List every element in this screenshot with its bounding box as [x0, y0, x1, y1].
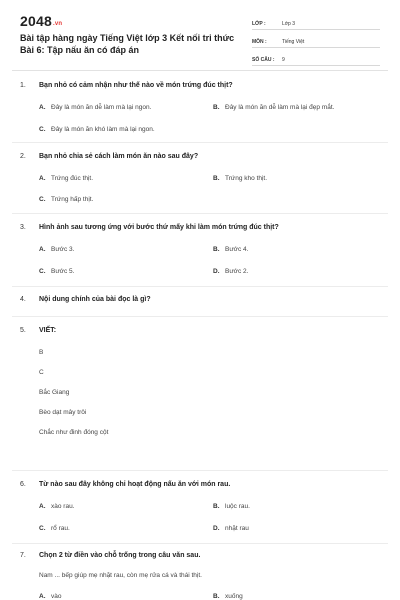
- option-text: luộc rau.: [225, 503, 250, 510]
- question-text: Chọn 2 từ điền vào chỗ trống trong câu văn sau.: [39, 552, 201, 559]
- option-letter: A.: [39, 503, 46, 510]
- question-number: 4.: [20, 296, 26, 303]
- question-text: Bạn nhỏ có cảm nhận như thế nào về món trứng đúc thịt?: [39, 82, 233, 89]
- option-c[interactable]: [39, 126, 155, 133]
- option-text: Bước 4.: [225, 246, 249, 253]
- option-c[interactable]: [39, 196, 93, 203]
- option-text: Trứng kho thịt.: [225, 175, 268, 182]
- option-b[interactable]: [213, 104, 334, 111]
- site-logo[interactable]: [20, 13, 62, 29]
- option-text: Bước 3.: [51, 246, 75, 253]
- option-letter: B.: [213, 246, 220, 253]
- option-letter: B.: [213, 104, 220, 111]
- option-text: Đây là món ăn khó làm mà lại ngon.: [51, 126, 155, 133]
- option-letter: C.: [39, 126, 46, 133]
- logo-suffix[interactable]: .vn: [52, 21, 63, 27]
- option-text: nhặt rau: [225, 525, 249, 532]
- meta-row-grade: [252, 14, 380, 30]
- worksheet-meta: [252, 14, 380, 68]
- option-text: Trứng đúc thịt.: [51, 175, 94, 182]
- question-text: Từ nào sau đây không chỉ hoạt động nấu ăn với món rau.: [39, 481, 231, 488]
- meta-value: Tiếng Việt: [282, 39, 305, 45]
- option-text: vào: [51, 593, 62, 600]
- option-text: Bước 5.: [51, 268, 75, 275]
- question-number: 1.: [20, 82, 26, 89]
- question-number: 5.: [20, 327, 26, 334]
- option-c[interactable]: [39, 525, 70, 532]
- option-letter: A.: [39, 593, 46, 600]
- option-d[interactable]: [213, 268, 248, 275]
- meta-value: 9: [282, 57, 285, 63]
- option-text: xào rau.: [51, 503, 75, 510]
- header-divider: [12, 70, 388, 71]
- question-divider: [12, 213, 388, 214]
- meta-label: SỐ CÂU :: [252, 57, 275, 63]
- option-b[interactable]: [213, 503, 250, 510]
- question-divider: [12, 286, 388, 287]
- option-text: Trứng hấp thịt.: [51, 196, 94, 203]
- question-divider: [12, 470, 388, 471]
- option-letter: C.: [39, 196, 46, 203]
- writing-line: Chắc như đinh đóng cột: [39, 429, 109, 436]
- option-letter: B.: [213, 593, 220, 600]
- option-b[interactable]: [213, 246, 248, 253]
- meta-value: Lớp 3: [282, 21, 296, 27]
- question-number: 3.: [20, 224, 26, 231]
- option-a[interactable]: [39, 593, 61, 600]
- option-letter: A.: [39, 104, 46, 111]
- option-letter: B.: [213, 175, 220, 182]
- question-number: 2.: [20, 153, 26, 160]
- writing-line: Bắc Giang: [39, 389, 70, 396]
- question-text: Nội dung chính của bài đọc là gì?: [39, 296, 151, 303]
- option-letter: D.: [213, 268, 220, 275]
- writing-line: Bèo dạt mây trôi: [39, 409, 87, 416]
- option-a[interactable]: [39, 246, 74, 253]
- question-divider: [12, 142, 388, 143]
- worksheet-title: Bài tập hàng ngày Tiếng Việt lớp 3 Kết nối tri thức Bài 6: Tập nấu ăn có đáp án: [20, 33, 235, 55]
- option-b[interactable]: [213, 593, 243, 600]
- question-divider: [12, 543, 388, 544]
- option-text: Đây là món ăn dễ làm mà lại đẹp mắt.: [225, 104, 335, 111]
- option-letter: D.: [213, 525, 220, 532]
- option-text: xuống: [225, 593, 243, 600]
- worksheet-header: [0, 0, 400, 68]
- option-b[interactable]: [213, 175, 267, 182]
- option-a[interactable]: [39, 104, 151, 111]
- question-text: Hình ảnh sau tương ứng với bước thứ mấy khi làm món trứng đúc thịt?: [39, 224, 279, 231]
- option-text: Bước 2.: [225, 268, 249, 275]
- option-c[interactable]: [39, 268, 74, 275]
- question-text: Bạn nhỏ chia sẻ cách làm món ăn nào sau đây?: [39, 153, 199, 160]
- meta-label: LỚP :: [252, 21, 266, 27]
- meta-row-subject: [252, 32, 380, 48]
- option-letter: B.: [213, 503, 220, 510]
- option-a[interactable]: [39, 503, 75, 510]
- option-text: Đây là món ăn dễ làm mà lại ngon.: [51, 104, 152, 111]
- logo-text[interactable]: 2048: [20, 13, 52, 29]
- meta-row-count: [252, 50, 380, 66]
- writing-line: B: [39, 349, 44, 356]
- option-text: rổ rau.: [51, 525, 70, 532]
- question-text: VIẾT:: [39, 327, 57, 334]
- option-letter: C.: [39, 268, 46, 275]
- option-letter: A.: [39, 175, 46, 182]
- question-number: 6.: [20, 481, 26, 488]
- meta-label: MÔN :: [252, 39, 267, 45]
- question-divider: [12, 316, 388, 317]
- writing-line: C: [39, 369, 44, 376]
- option-d[interactable]: [213, 525, 249, 532]
- option-a[interactable]: [39, 175, 93, 182]
- option-letter: C.: [39, 525, 46, 532]
- question-sentence: Nam ... bếp giúp mẹ nhặt rau, còn mẹ rửa cá và thái thịt.: [39, 572, 202, 579]
- question-number: 7.: [20, 552, 26, 559]
- option-letter: A.: [39, 246, 46, 253]
